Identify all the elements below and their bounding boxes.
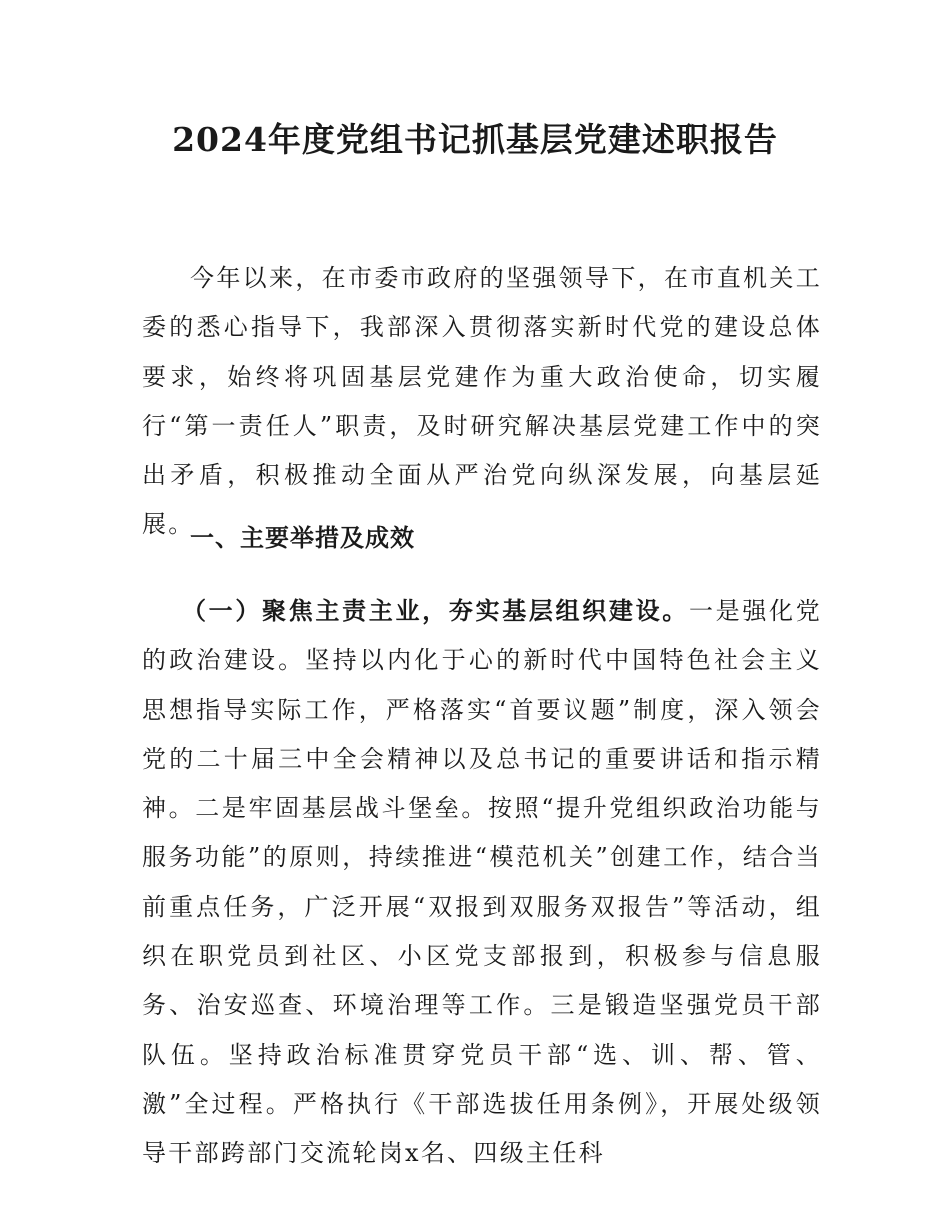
intro-paragraph: 今年以来，在市委市政府的坚强领导下，在市直机关工委的悉心指导下，我部深入贯彻落实新时代党的建设总体要求，始终将巩固基层党建作为重大政治使命，切实履行“第一责任人”职责，及时研究解决基层党建工作中的突出矛盾，积极推动全面从严治党向纵深发展，向基层延展。 [142,264,822,539]
subsection-text: 一是强化党的政治建设。坚持以内化于心的新时代中国特色社会主义思想指导实际工作，严格落实“首要议题”制度，深入领会党的二十届三中全会精神以及总书记的重要讲话和指示精神。二是牢固基层战斗堡垒。按照“提升党组织政治功能与服务功能”的原则，持续推进“模范机关”创建工作，结合当前重点任务，广泛开展“双报到双服务双报告”等活动，组织在职党员到社区、小区党支部报到，积极参与信息服务、治安巡查、环境治理等工作。三是锻造坚强党员干部队伍。坚持政治标准贯穿党员干部“选、训、帮、管、激”全过程。严格执行《干部选拔任用条例》，开展处级领导干部跨部门交流轮岗x名、四级主任科 [142,597,822,1168]
subsection-paragraph [142,586,822,1179]
section-heading: 一、主要举措及成效 [190,523,415,552]
document-title: 2024年度党组书记抓基层党建述职报告 [172,120,778,159]
subsection-lead: （一）聚焦主责主业，夯实基层组织建设。 [182,596,689,625]
